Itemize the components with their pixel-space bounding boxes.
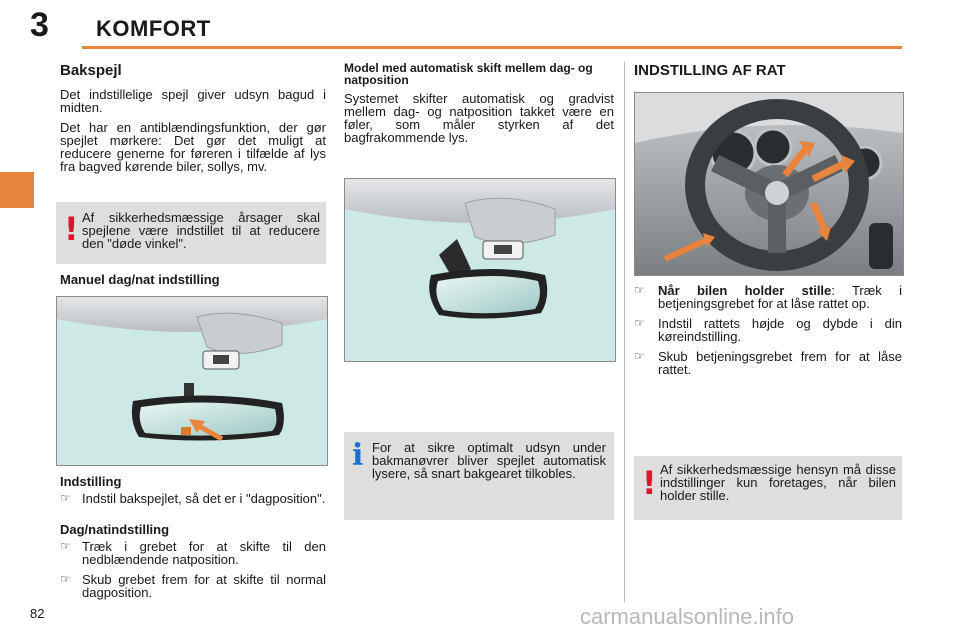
warning-box bbox=[56, 202, 326, 264]
chapter-title: KOMFORT bbox=[96, 16, 211, 41]
section-heading-rat: INDSTILLING AF RAT bbox=[634, 62, 786, 79]
info-box bbox=[344, 432, 614, 520]
hand-pointer-icon: ☞ bbox=[60, 572, 71, 586]
hand-pointer-icon: ☞ bbox=[60, 491, 71, 505]
warning-box bbox=[634, 456, 902, 520]
intro-text bbox=[60, 88, 326, 180]
manual-mirror-svg bbox=[57, 297, 327, 465]
list-item: ☞ Skub grebet frem for at skifte til normal dagposition. bbox=[60, 572, 326, 600]
hand-pointer-icon: ☞ bbox=[634, 283, 645, 297]
manual-mirror-illustration bbox=[56, 296, 328, 466]
adjust-list bbox=[60, 492, 326, 512]
auto-mirror-text: Systemet skifter automatisk og gradvist mellem dag- og natposition takket være en føler, som måler styrken af det bagfrakommende lys. bbox=[344, 91, 614, 145]
list-item: ☞ Indstil bakspejlet, så det er i "dagposition". bbox=[60, 491, 326, 506]
hand-pointer-icon: ☞ bbox=[60, 539, 71, 553]
auto-mirror-svg bbox=[345, 179, 615, 361]
paragraph: Det har en antiblændingsfunktion, der gør spejlet mørkere: Det gør det muligt at reducere generne for føreren i tilfælde af lys fra bagved kørende biler, sollys, mv. bbox=[60, 120, 326, 174]
hand-pointer-icon: ☞ bbox=[634, 349, 645, 363]
exclamation-icon: ! bbox=[64, 210, 79, 248]
list-item: ☞ Skub betjeningsgrebet frem for at låse rattet. bbox=[634, 349, 902, 377]
chapter-number: 3 bbox=[30, 6, 49, 44]
section-heading-bakspejl: Bakspejl bbox=[60, 62, 122, 79]
column-divider bbox=[624, 62, 625, 602]
warning-text: Af sikkerhedsmæssige hensyn må disse indstillinger kun foretages, når bilen holder stille. bbox=[660, 462, 896, 503]
daynight-list bbox=[60, 540, 326, 606]
auto-mirror-illustration bbox=[344, 178, 616, 362]
watermark: carmanualsonline.info bbox=[580, 604, 795, 629]
auto-mirror-heading: Model med automatisk skift mellem dag- og natposition bbox=[344, 61, 593, 87]
chapter-side-tab bbox=[0, 172, 34, 208]
steering-wheel-illustration bbox=[634, 92, 904, 276]
info-icon: i bbox=[352, 438, 364, 473]
manual-heading: Manuel dag/nat indstilling bbox=[60, 272, 220, 287]
list-item: ☞ Træk i grebet for at skifte til den nedblændende natposition. bbox=[60, 539, 326, 567]
adjust-heading: Indstilling bbox=[60, 474, 122, 489]
page-number: 82 bbox=[30, 606, 45, 621]
steering-list bbox=[634, 284, 902, 383]
list-item: ☞ Når bilen holder stille: Træk i betjeningsgrebet for at låse rattet op. bbox=[634, 283, 902, 311]
list-item: ☞ Indstil rattets højde og dybde i din køreindstilling. bbox=[634, 316, 902, 344]
paragraph: Det indstillelige spejl giver udsyn bagud i midten. bbox=[60, 87, 326, 115]
hand-pointer-icon: ☞ bbox=[634, 316, 645, 330]
daynight-heading: Dag/natindstilling bbox=[60, 522, 170, 537]
exclamation-icon: ! bbox=[642, 464, 657, 502]
steering-wheel-svg bbox=[635, 93, 903, 275]
header-rule bbox=[82, 46, 902, 49]
info-text: For at sikre optimalt udsyn under bakmanøvrer bliver spejlet automatisk lysere, så snart bakgearet tilkobles. bbox=[372, 440, 606, 481]
warning-text: Af sikkerhedsmæssige årsager skal spejlene være indstillet til at reducere den "døde vinkel". bbox=[82, 210, 320, 251]
